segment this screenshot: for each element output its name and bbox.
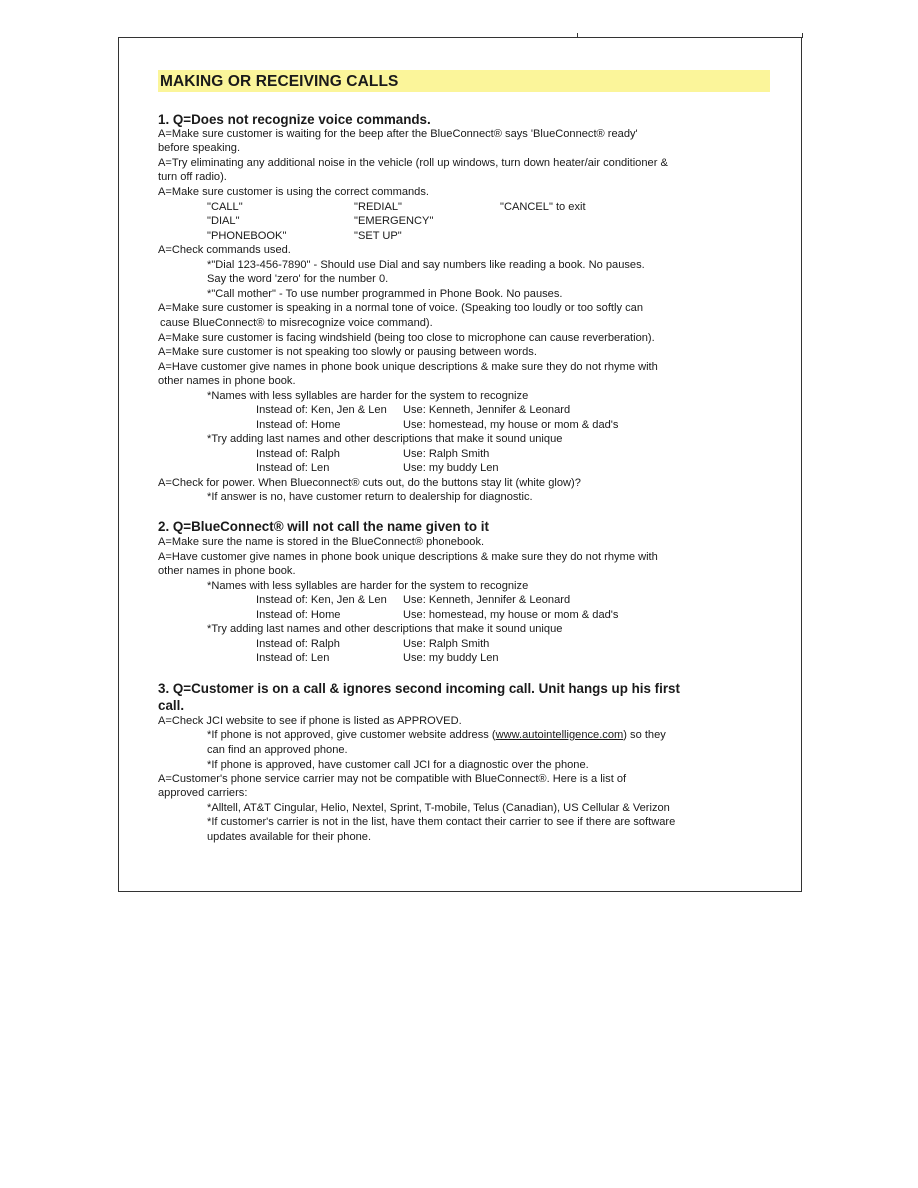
section-heading: MAKING OR RECEIVING CALLS <box>160 73 399 90</box>
answer-line: A=Check JCI website to see if phone is listed as APPROVED. <box>158 715 462 727</box>
command-call: "CALL" <box>207 201 243 213</box>
page-corner-mark <box>802 33 803 38</box>
example-use: Use: homestead, my house or mom & dad's <box>403 609 619 621</box>
command-phonebook: "PHONEBOOK" <box>207 230 287 242</box>
example-instead: Instead of: Ken, Jen & Len <box>256 404 387 416</box>
answer-line: A=Make sure customer is using the correct commands. <box>158 186 429 198</box>
bullet-line: can find an approved phone. <box>207 744 348 756</box>
bullet-line: *Alltell, AT&T Cingular, Helio, Nextel, Sprint, T-mobile, Telus (Canadian), US Cellular & Verizon <box>207 802 670 814</box>
answer-line: before speaking. <box>158 142 241 154</box>
answer-line: A=Make sure customer is waiting for the beep after the BlueConnect® says 'BlueConnect® ready' <box>158 128 638 140</box>
example-instead: Instead of: Home <box>256 609 341 621</box>
answer-line: A=Have customer give names in phone book unique descriptions & make sure they do not rhyme with <box>158 361 658 373</box>
bullet-line: *Try adding last names and other descriptions that make it sound unique <box>207 433 563 445</box>
answer-line: A=Make sure customer is not speaking too slowly or pausing between words. <box>158 346 537 358</box>
answer-line: turn off radio). <box>158 171 227 183</box>
question-2-title: 2. Q=BlueConnect® will not call the name given to it <box>158 519 489 534</box>
answer-line: A=Check for power. When Blueconnect® cuts out, do the buttons stay lit (white glow)? <box>158 477 581 489</box>
example-use: Use: Ralph Smith <box>403 448 490 460</box>
example-instead: Instead of: Ken, Jen & Len <box>256 594 387 606</box>
bullet-line: *Names with less syllables are harder for the system to recognize <box>207 390 529 402</box>
answer-line: A=Customer's phone service carrier may not be compatible with BlueConnect®. Here is a list of <box>158 773 627 785</box>
bullet-line: *If answer is no, have customer return to dealership for diagnostic. <box>207 491 533 503</box>
question-1-title: 1. Q=Does not recognize voice commands. <box>158 112 431 127</box>
bullet-line: updates available for their phone. <box>207 831 372 843</box>
example-use: Use: my buddy Len <box>403 462 499 474</box>
example-use: Use: Kenneth, Jennifer & Leonard <box>403 594 571 606</box>
example-use: Use: my buddy Len <box>403 652 499 664</box>
answer-line: A=Make sure customer is speaking in a normal tone of voice. (Speaking too loudly or too softly can <box>158 302 643 314</box>
answer-line: A=Check commands used. <box>158 244 291 256</box>
answer-line: A=Have customer give names in phone book unique descriptions & make sure they do not rhyme with <box>158 551 658 563</box>
example-use: Use: Kenneth, Jennifer & Leonard <box>403 404 571 416</box>
website-link[interactable]: www.autointelligence.com <box>495 729 624 741</box>
answer-line: approved carriers: <box>158 787 248 799</box>
answer-line: A=Try eliminating any additional noise in the vehicle (roll up windows, turn down heater/air conditioner & <box>158 157 668 169</box>
example-instead: Instead of: Home <box>256 419 341 431</box>
answer-line: A=Make sure customer is facing windshield (being too close to microphone can cause reverberation). <box>158 332 655 344</box>
answer-line: cause BlueConnect® to misrecognize voice command). <box>160 317 433 329</box>
answer-line: other names in phone book. <box>158 375 296 387</box>
bullet-line: *Try adding last names and other descriptions that make it sound unique <box>207 623 563 635</box>
example-instead: Instead of: Len <box>256 652 330 664</box>
answer-line: other names in phone book. <box>158 565 296 577</box>
command-setup: "SET UP" <box>354 230 402 242</box>
bullet-line: *If phone is approved, have customer call JCI for a diagnostic over the phone. <box>207 759 589 771</box>
section-heading-banner <box>158 70 770 92</box>
example-use: Use: Ralph Smith <box>403 638 490 650</box>
bullet-line: *Names with less syllables are harder for the system to recognize <box>207 580 529 592</box>
bullet-line: *If customer's carrier is not in the list, have them contact their carrier to see if there are software <box>207 816 676 828</box>
bullet-line: *"Dial 123-456-7890" - Should use Dial and say numbers like reading a book. No pauses. <box>207 259 645 271</box>
question-3-title: 3. Q=Customer is on a call & ignores second incoming call. Unit hangs up his first call. <box>158 681 680 713</box>
command-cancel: "CANCEL" to exit <box>500 201 586 213</box>
bullet-text: ) so they <box>623 729 666 741</box>
answer-line: A=Make sure the name is stored in the BlueConnect® phonebook. <box>158 536 485 548</box>
example-instead: Instead of: Ralph <box>256 638 340 650</box>
bullet-line: Say the word 'zero' for the number 0. <box>207 273 389 285</box>
example-instead: Instead of: Len <box>256 462 330 474</box>
bullet-text: *If phone is not approved, give customer website address ( <box>207 729 496 741</box>
bullet-line: *"Call mother" - To use number programmed in Phone Book. No pauses. <box>207 288 563 300</box>
example-instead: Instead of: Ralph <box>256 448 340 460</box>
command-redial: "REDIAL" <box>354 201 402 213</box>
command-dial: "DIAL" <box>207 215 240 227</box>
example-use: Use: homestead, my house or mom & dad's <box>403 419 619 431</box>
command-emergency: "EMERGENCY" <box>354 215 434 227</box>
bullet-line <box>207 728 666 742</box>
